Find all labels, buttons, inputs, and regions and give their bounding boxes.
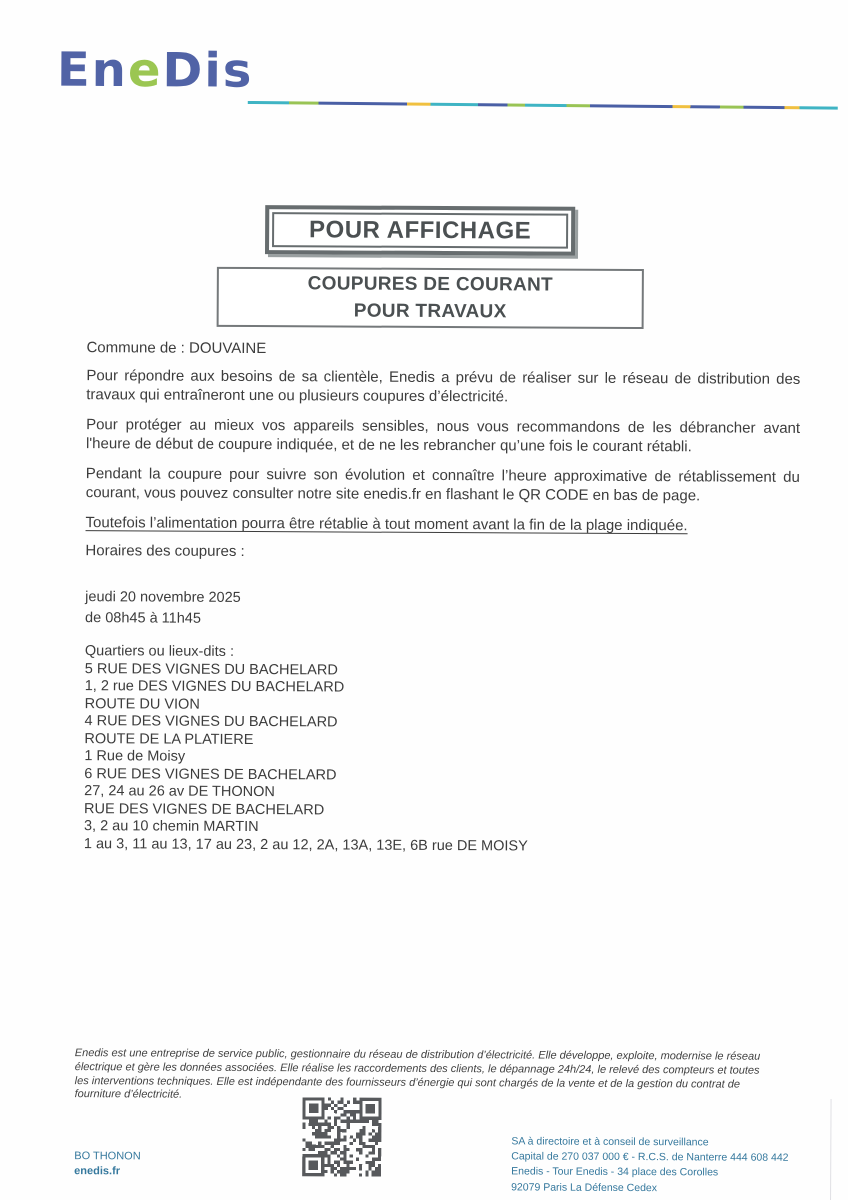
legal-line: 92079 Paris La Défense Cedex bbox=[511, 1180, 658, 1194]
website-text: enedis.fr bbox=[74, 1165, 121, 1178]
quartiers-label: Quartiers ou lieux-dits : bbox=[84, 643, 235, 660]
legal-line: Enedis - Tour Enedis - 34 place des Corolles bbox=[511, 1165, 719, 1179]
legal-block bbox=[511, 1134, 789, 1196]
street-item: 1 Rue de Moisy bbox=[84, 748, 186, 765]
outage-schedule bbox=[85, 587, 799, 633]
street-item: RUE DES VIGNES DE BACHELARD bbox=[84, 800, 325, 818]
paragraph-advice: Pour protéger au mieux vos appareils sensibles, nous vous recommandons de les débrancher avant l'heure de début de coupure indiquée, et de ne les rebrancher qu’une fois le courant rétabli. bbox=[85, 416, 801, 456]
outage-date: jeudi 20 novembre 2025 bbox=[85, 589, 241, 606]
pour-affichage-banner bbox=[265, 205, 575, 256]
street-list bbox=[84, 661, 799, 857]
notice-body bbox=[84, 338, 801, 857]
street-item: 5 RUE DES VIGNES DU BACHELARD bbox=[84, 660, 338, 678]
enedis-logo bbox=[56, 42, 254, 99]
company-description: Enedis est une entreprise de service public, gestionnaire du réseau de distribution d’électricité. Elle développe, exploite, modernise le réseau électrique et gère les données associées. Elle réalise les raccordements des clients, le dépannage 24h/24, le relevé des compteurs et toutes les interventions techniques. Elle est indépendante des fournisseurs d’énergie qui sont chargés de la vente et de la gestion du contrat de fourniture d’électricité. bbox=[74, 1047, 761, 1102]
office-block bbox=[74, 1149, 141, 1179]
street-item: 3, 2 au 10 chemin MARTIN bbox=[83, 818, 259, 836]
logo-text-green: e bbox=[127, 42, 163, 98]
pour-affichage-title: POUR AFFICHAGE bbox=[308, 215, 532, 244]
outage-time: de 08h45 à 11h45 bbox=[85, 610, 201, 627]
brand-multicolor-line bbox=[248, 101, 838, 110]
coupures-title-line2: POUR TRAVAUX bbox=[353, 300, 507, 323]
logo-text-blue-1: En bbox=[56, 42, 129, 98]
street-item: 27, 24 au 26 av DE THONON bbox=[84, 783, 275, 801]
legal-line: SA à directoire et à conseil de surveillance bbox=[511, 1135, 709, 1149]
street-item: 1 au 3, 11 au 13, 17 au 23, 2 au 12, 2A, 13A, 13E, 6B rue DE MOISY bbox=[83, 835, 528, 854]
street-item: ROUTE DE LA PLATIERE bbox=[84, 730, 254, 748]
paragraph-intro: Pour répondre aux besoins de sa clientèle, Enedis a prévu de réaliser sur le réseau de distribution des travaux qui entraîneront une ou plusieurs coupures d’électricité. bbox=[86, 367, 801, 406]
quartiers-section bbox=[84, 643, 799, 857]
scan-artifact-line bbox=[830, 1099, 832, 1200]
paragraph-restore-warning: Toutefois l’alimentation pourra être rétablie à tout moment avant la fin de la plage indiquée. bbox=[85, 514, 688, 535]
horaires-label: Horaires des coupures : bbox=[85, 542, 245, 560]
paragraph-qrcode-info: Pendant la coupure pour suivre son évolution et connaître l’heure approximative de rétablissement du courant, vous pouvez consulter notre site enedis.fr en flashant le QR CODE en bas de page. bbox=[85, 465, 800, 505]
qr-code-icon bbox=[302, 1097, 381, 1176]
street-item: ROUTE DU VION bbox=[84, 695, 200, 713]
commune-line: Commune de : DOUVAINE bbox=[86, 339, 267, 358]
street-item: 1, 2 rue DES VIGNES DU BACHELARD bbox=[84, 678, 345, 696]
logo-text-blue-2: Dis bbox=[162, 43, 254, 99]
legal-line: Capital de 270 037 000 € - R.C.S. de Nanterre 444 608 442 bbox=[511, 1150, 789, 1165]
office-name: BO THONON bbox=[74, 1150, 141, 1163]
street-item: 4 RUE DES VIGNES DU BACHELARD bbox=[84, 713, 338, 731]
coupures-title-line1: COUPURES DE COURANT bbox=[307, 273, 554, 296]
street-item: 6 RUE DES VIGNES DE BACHELARD bbox=[84, 765, 337, 783]
coupures-title-box bbox=[217, 267, 644, 329]
